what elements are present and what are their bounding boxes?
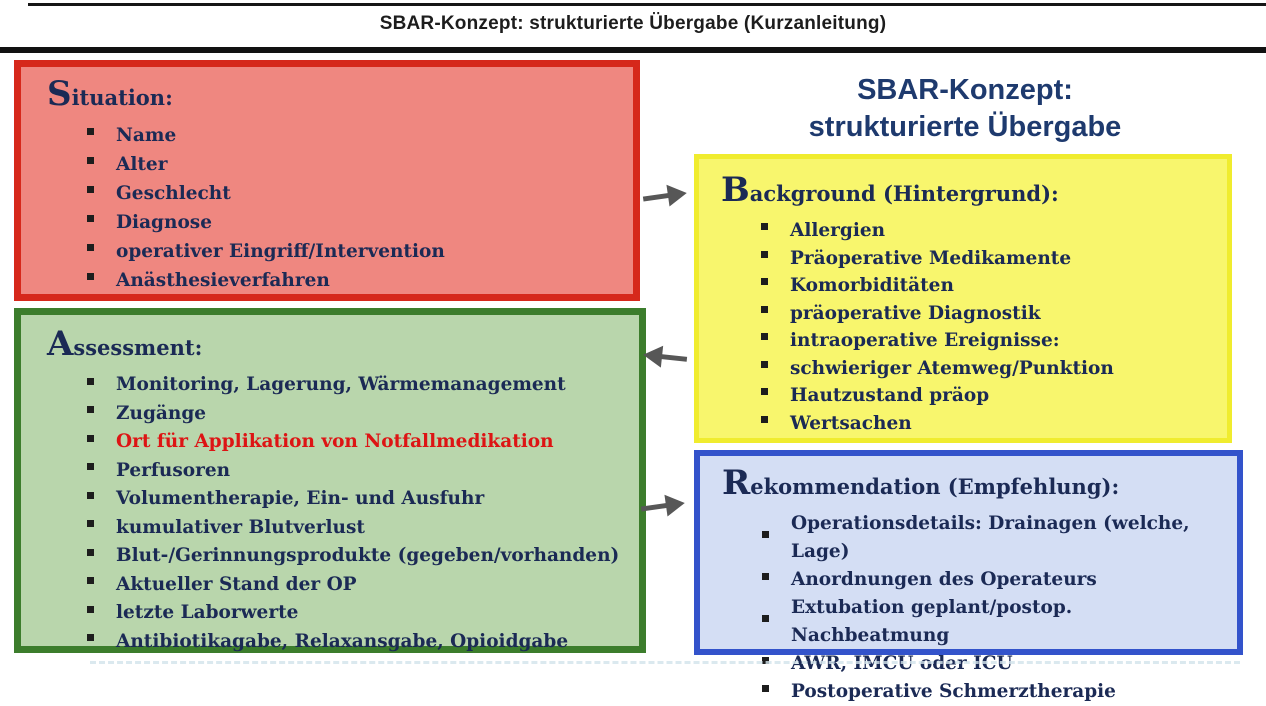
bullet-square-icon: [761, 361, 768, 368]
background-header: [721, 170, 1221, 213]
list-item-label: Volumentherapie, Ein- und Ausfuhr: [116, 488, 485, 509]
bullet-square-icon: [87, 463, 94, 470]
list-item-label: Anästhesieverfahren: [116, 270, 330, 291]
bullet-square-icon: [87, 186, 94, 193]
list-item: [87, 266, 623, 295]
list-item-label: Blut-/Gerinnungsprodukte (gegeben/vorhanden): [116, 545, 620, 566]
list-item-label: Geschlecht: [116, 183, 231, 204]
list-item-label: Präoperative Medikamente: [790, 247, 1072, 269]
bullet-square-icon: [761, 251, 768, 258]
list-item-label: AWR, IMCU oder ICU: [791, 653, 1013, 674]
list-item: [762, 650, 1233, 678]
arrow-left-icon: [640, 342, 690, 373]
situation-initial: S: [47, 74, 72, 114]
background-box: [694, 154, 1232, 443]
bullet-square-icon: [761, 388, 768, 395]
list-item-label: präoperative Diagnostik: [790, 302, 1041, 324]
situation-list: [47, 121, 623, 295]
list-item: [87, 571, 633, 600]
bullet-square-icon: [761, 333, 768, 340]
list-item: [87, 237, 623, 266]
list-item: [87, 121, 623, 150]
bullet-square-icon: [761, 278, 768, 285]
list-item-label: Operationsdetails: Drainagen (welche, Lage): [791, 513, 1190, 562]
arrow-right-icon: [639, 180, 690, 212]
list-item: [762, 566, 1233, 594]
bullet-square-icon: [762, 573, 769, 580]
list-item: [87, 208, 623, 237]
list-item: [761, 272, 1221, 300]
assessment-list: [47, 371, 633, 656]
bullet-square-icon: [87, 435, 94, 442]
list-item-label: Zugänge: [116, 402, 207, 424]
list-item: [761, 217, 1221, 245]
list-item-label: Postoperative Schmerztherapie: [791, 681, 1116, 702]
list-item-label: kumulativer Blutverlust: [116, 516, 365, 538]
assessment-initial: A: [47, 324, 74, 364]
list-item: [761, 382, 1221, 410]
recommendation-header-text: ekommendation (Empfehlung):: [750, 474, 1120, 499]
list-item-label: Monitoring, Lagerung, Wärmemanagement: [116, 374, 566, 395]
recommendation-box: [694, 450, 1243, 702]
bullet-square-icon: [87, 157, 94, 164]
list-item: [87, 428, 633, 457]
list-item: [87, 542, 633, 571]
bullet-square-icon: [87, 273, 94, 280]
situation-box: [14, 60, 640, 301]
list-item: [762, 510, 1233, 566]
list-item-label: schwieriger Atemweg/Punktion: [790, 357, 1114, 379]
list-item: [761, 355, 1221, 383]
list-item: [761, 300, 1221, 328]
list-item-label: Hautzustand präop: [790, 385, 990, 406]
bullet-square-icon: [87, 128, 94, 135]
assessment-header: [47, 324, 633, 367]
list-item-label: intraoperative Ereignisse:: [790, 330, 1060, 351]
bullet-square-icon: [87, 606, 94, 613]
bullet-square-icon: [87, 406, 94, 413]
sbar-right-title: [700, 72, 1230, 146]
list-item: [761, 245, 1221, 273]
list-item: [87, 514, 633, 543]
recommendation-list: [722, 510, 1233, 706]
background-list: [721, 217, 1221, 437]
bullet-square-icon: [87, 549, 94, 556]
list-item: [87, 457, 633, 486]
list-item: [87, 400, 633, 429]
list-item: [87, 485, 633, 514]
bullet-square-icon: [762, 531, 769, 538]
list-item-label: Diagnose: [116, 212, 212, 233]
sbar-right-title-line1: SBAR-Konzept:: [857, 74, 1073, 106]
list-item: [87, 179, 623, 208]
bullet-square-icon: [762, 685, 769, 692]
list-item: [87, 599, 633, 628]
bullet-square-icon: [87, 634, 94, 641]
list-item-label: Ort für Applikation von Notfallmedikation: [116, 431, 554, 452]
bullet-square-icon: [87, 492, 94, 499]
list-item: [762, 594, 1233, 650]
top-divider-line: [28, 3, 1266, 6]
bullet-square-icon: [87, 244, 94, 251]
assessment-box: [14, 308, 646, 653]
bullet-square-icon: [87, 520, 94, 527]
list-item: [87, 371, 633, 400]
bullet-square-icon: [762, 615, 769, 622]
bullet-square-icon: [761, 223, 768, 230]
recommendation-initial: R: [722, 463, 751, 503]
list-item-label: Aktueller Stand der OP: [116, 573, 357, 595]
list-item: [87, 150, 623, 179]
list-item: [761, 327, 1221, 355]
list-item-label: Perfusoren: [116, 459, 231, 481]
sbar-right-title-line2: strukturierte Übergabe: [808, 111, 1122, 143]
list-item-label: Wertsachen: [790, 412, 912, 434]
list-item-label: Anordnungen des Operateurs: [791, 569, 1097, 590]
assessment-header-text: ssessment:: [73, 335, 203, 360]
list-item-label: Antibiotikagabe, Relaxansgabe, Opioidgabe: [116, 630, 569, 652]
bullet-square-icon: [87, 577, 94, 584]
list-item-label: Komorbiditäten: [790, 275, 954, 296]
title-underline-bar: [0, 47, 1266, 53]
recommendation-header: [722, 463, 1233, 506]
background-initial: B: [721, 170, 750, 210]
list-item-label: Name: [116, 125, 177, 146]
list-item: [761, 410, 1221, 438]
situation-header: [47, 74, 623, 117]
list-item: [762, 678, 1233, 706]
list-item: [87, 628, 633, 657]
situation-header-text: ituation:: [71, 85, 173, 110]
list-item-label: Extubation geplant/postop. Nachbeatmung: [791, 597, 1073, 646]
list-item-label: letzte Laborwerte: [116, 602, 299, 623]
list-item-label: Allergien: [790, 220, 886, 241]
bullet-square-icon: [87, 378, 94, 385]
list-item-label: Alter: [116, 154, 168, 175]
list-item-label: operativer Eingriff/Intervention: [116, 241, 445, 262]
background-header-text: ackground (Hintergrund):: [749, 181, 1059, 206]
bottom-dashed-line: [90, 661, 1240, 664]
page-title: SBAR-Konzept: strukturierte Übergabe (Kurzanleitung): [379, 13, 887, 34]
bullet-square-icon: [761, 306, 768, 313]
bullet-square-icon: [761, 416, 768, 423]
bullet-square-icon: [87, 215, 94, 222]
arrow-right-icon: [637, 490, 688, 522]
